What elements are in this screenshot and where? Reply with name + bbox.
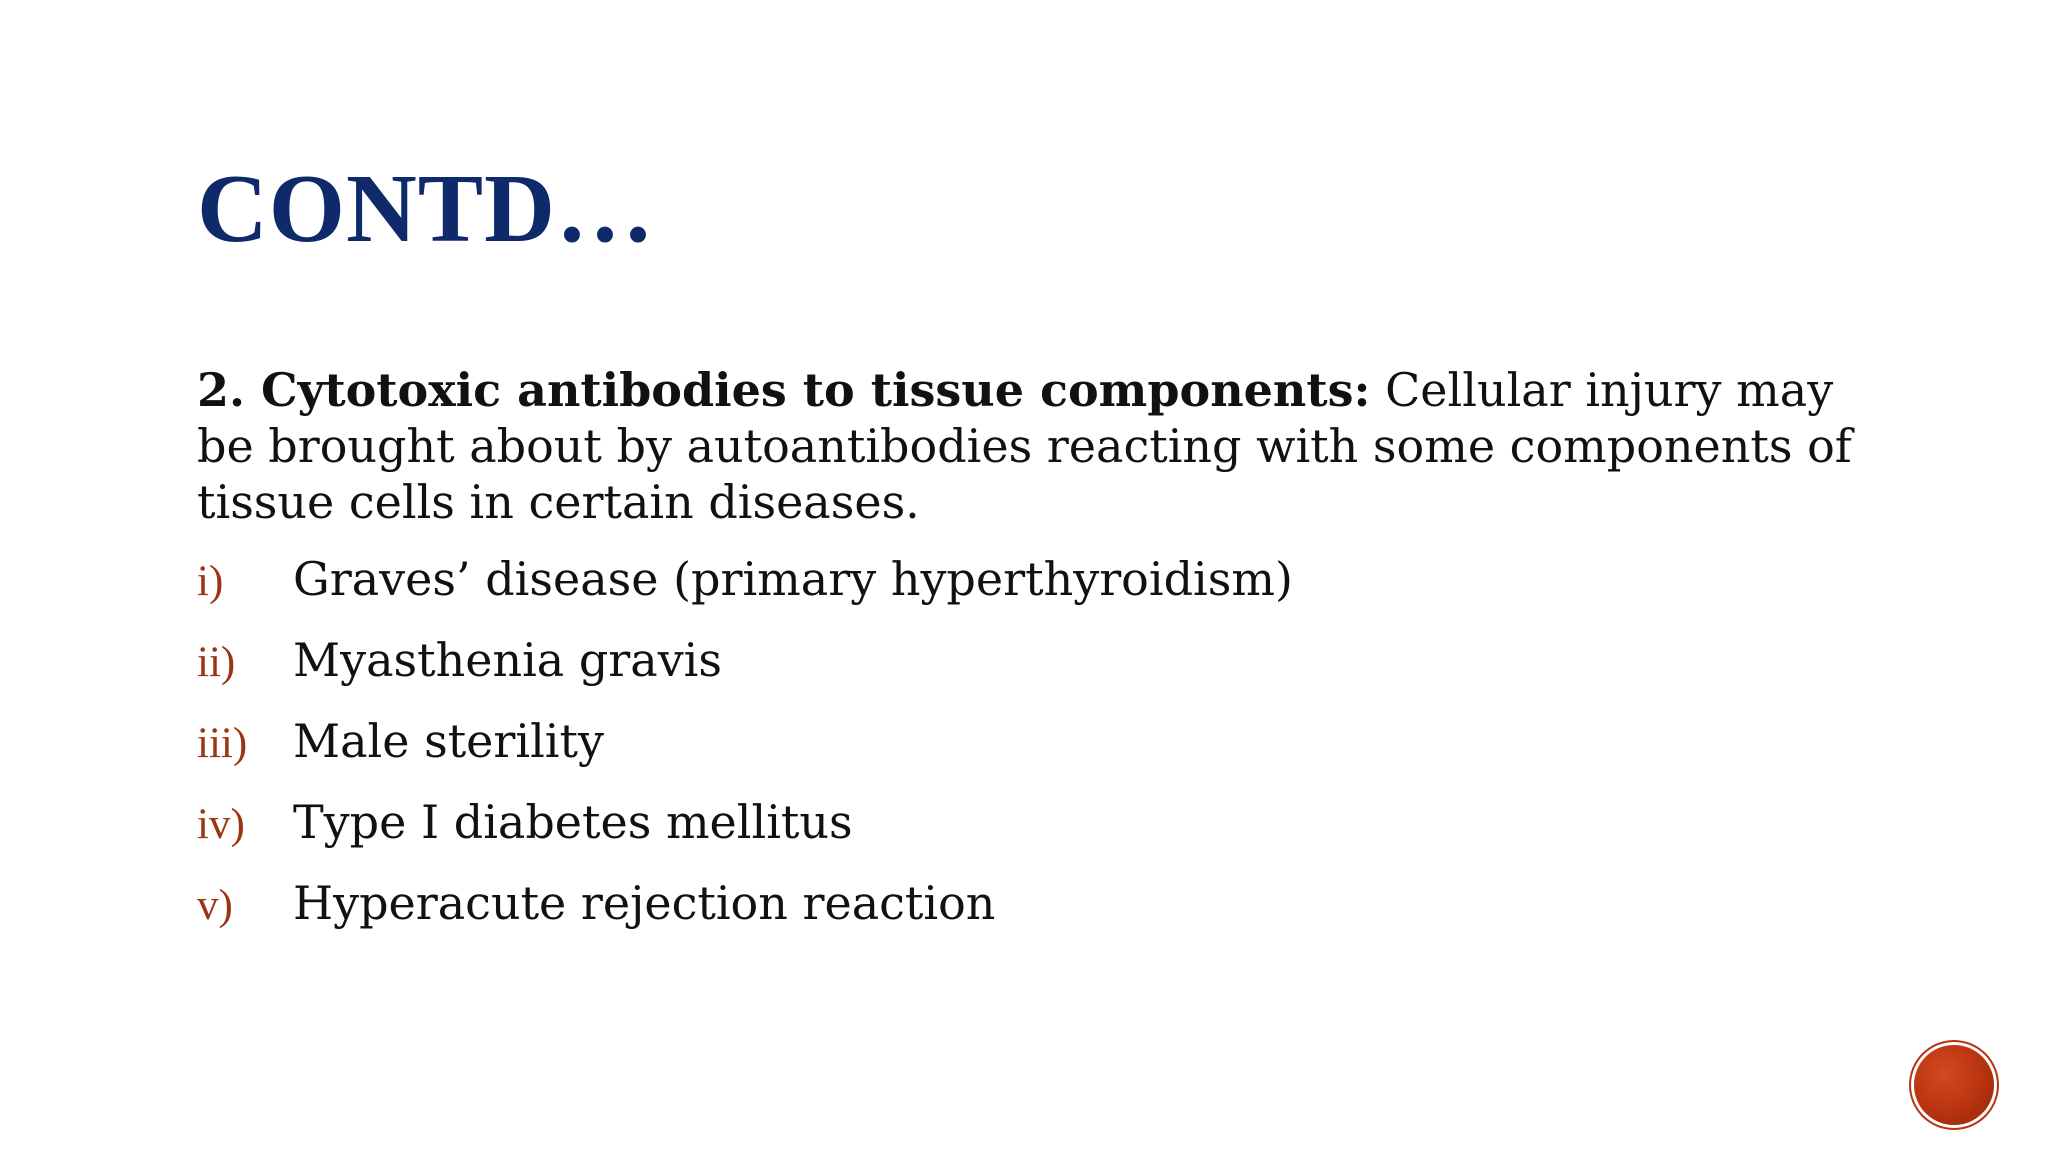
intro-body: Cellular injury may be brought about by autoantibodies reacting with some components of tissue cells in certain diseases. [197, 363, 1852, 529]
red-circle-button-icon[interactable] [1914, 1045, 1994, 1125]
intro-paragraph [197, 362, 1857, 530]
list-marker: v) [197, 882, 233, 929]
list-marker: iv) [197, 801, 245, 848]
list-marker: iii) [197, 720, 248, 767]
slide-title: CONTD… [197, 155, 655, 263]
list-marker: ii) [197, 639, 236, 686]
list-item [197, 876, 1293, 957]
list-item-text: Graves’ disease (primary hyperthyroidism) [293, 552, 1293, 606]
list-item [197, 795, 1293, 876]
intro-lead: 2. Cytotoxic antibodies to tissue components: [197, 363, 1371, 417]
list-item-text: Male sterility [293, 714, 604, 768]
list-item-text: Type I diabetes mellitus [293, 795, 853, 849]
list-item [197, 633, 1293, 714]
list-item-text: Hyperacute rejection reaction [293, 876, 996, 930]
list-item [197, 714, 1293, 795]
disease-list [197, 552, 1293, 957]
list-item-text: Myasthenia gravis [293, 633, 723, 687]
list-item [197, 552, 1293, 633]
list-marker: i) [197, 558, 224, 605]
